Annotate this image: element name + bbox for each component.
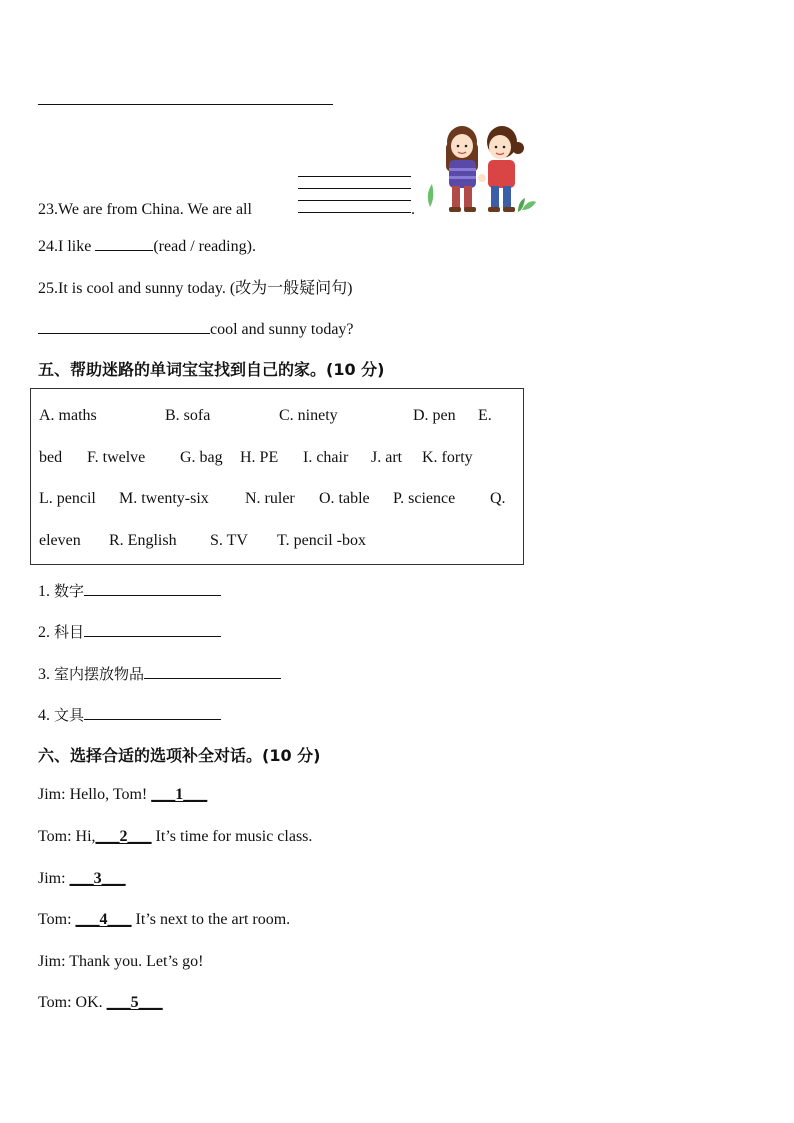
question-24-post: (read / reading). [153, 238, 256, 255]
word-options-box [30, 388, 524, 565]
option-b: B. sofa [165, 407, 211, 424]
option-q-label: Q. [490, 490, 506, 507]
option-g: G. bag [180, 449, 223, 466]
section-6-title: 六、选择合适的选项补全对话。(10 分) [38, 746, 321, 765]
answer-line-23a[interactable] [298, 176, 411, 177]
speaker: Tom: [38, 994, 72, 1011]
option-j: J. art [371, 449, 403, 466]
speaker: Jim: [38, 953, 66, 970]
category-3-blank[interactable] [144, 662, 281, 679]
option-l: L. pencil [39, 490, 96, 507]
option-n: N. ruler [245, 490, 295, 507]
answer-line-23c[interactable] [298, 200, 411, 201]
dialogue-blank-3[interactable]: ___3___ [69, 870, 126, 887]
category-2-blank[interactable] [84, 620, 221, 637]
dialogue-text-post: It’s next to the art room. [135, 911, 291, 928]
dialogue-line-2 [38, 828, 312, 846]
option-d: D. pen [413, 407, 456, 424]
speaker: Jim: [38, 786, 66, 803]
category-4 [38, 703, 221, 725]
option-o: O. table [319, 490, 370, 507]
category-2-num: 2. [38, 624, 50, 641]
category-3-label: 室内摆放物品 [54, 665, 145, 683]
option-h: H. PE [240, 449, 279, 466]
category-1 [38, 579, 221, 601]
option-m: M. twenty-six [119, 490, 209, 507]
speaker: Tom: [38, 828, 72, 845]
dialogue-line-6 [38, 994, 163, 1012]
dialogue-text-post: It’s time for music class. [155, 828, 313, 845]
category-4-label: 文具 [54, 706, 85, 724]
category-4-blank[interactable] [84, 703, 221, 720]
question-23-end: . [411, 201, 415, 218]
dialogue-line-1 [38, 786, 207, 804]
speaker: Tom: [38, 911, 72, 928]
category-2 [38, 620, 221, 642]
option-k: K. forty [422, 449, 473, 466]
option-r: R. English [109, 532, 177, 549]
answer-line-top[interactable] [38, 104, 333, 105]
dialogue-blank-2[interactable]: ___2___ [95, 828, 152, 845]
question-24-blank[interactable] [95, 234, 153, 251]
category-1-blank[interactable] [84, 579, 221, 596]
dialogue-text-pre: Hello, Tom! [69, 786, 148, 803]
section-5-title: 五、帮助迷路的单词宝宝找到自己的家。(10 分) [38, 360, 385, 379]
category-3 [38, 662, 281, 684]
category-1-num: 1. [38, 583, 50, 600]
option-t: T. pencil -box [277, 532, 367, 549]
question-25-text: 25.It is cool and sunny today. (改为一般疑问句) [38, 280, 353, 297]
option-f: F. twelve [87, 449, 146, 466]
question-24-pre: 24.I like [38, 238, 92, 255]
question-25-answer [38, 317, 354, 339]
option-e-word: bed [39, 449, 63, 466]
dialogue-text-pre: OK. [75, 994, 103, 1011]
speaker: Jim: [38, 870, 66, 887]
option-i: I. chair [303, 449, 349, 466]
dialogue-text-pre: Hi, [75, 828, 96, 845]
category-4-num: 4. [38, 707, 50, 724]
question-25-suffix: cool and sunny today? [210, 321, 354, 338]
option-a: A. maths [39, 407, 97, 424]
option-q-word: eleven [39, 532, 81, 549]
option-s: S. TV [210, 532, 248, 549]
category-3-num: 3. [38, 666, 50, 683]
question-24 [38, 234, 256, 256]
dialogue-blank-1[interactable]: ___1___ [151, 786, 208, 803]
question-25 [38, 275, 353, 298]
dialogue-line-3 [38, 870, 126, 888]
question-23 [38, 201, 252, 219]
answer-line-23d[interactable] [298, 212, 411, 213]
question-25-blank[interactable] [38, 317, 210, 334]
dialogue-line-4 [38, 911, 290, 929]
dialogue-line-5 [38, 953, 203, 971]
dialogue-text-pre: Thank you. Let’s go! [69, 953, 204, 970]
dialogue-blank-4[interactable]: ___4___ [75, 911, 132, 928]
option-e-label: E. [478, 407, 492, 424]
dialogue-blank-5[interactable]: ___5___ [106, 994, 163, 1011]
category-2-label: 科目 [54, 623, 85, 641]
question-23-text: 23.We are from China. We are all [38, 201, 252, 218]
option-c: C. ninety [279, 407, 338, 424]
answer-line-23b[interactable] [298, 188, 411, 189]
two-girls-walking-icon [422, 122, 537, 217]
option-p: P. science [393, 490, 456, 507]
category-1-label: 数字 [54, 582, 85, 600]
